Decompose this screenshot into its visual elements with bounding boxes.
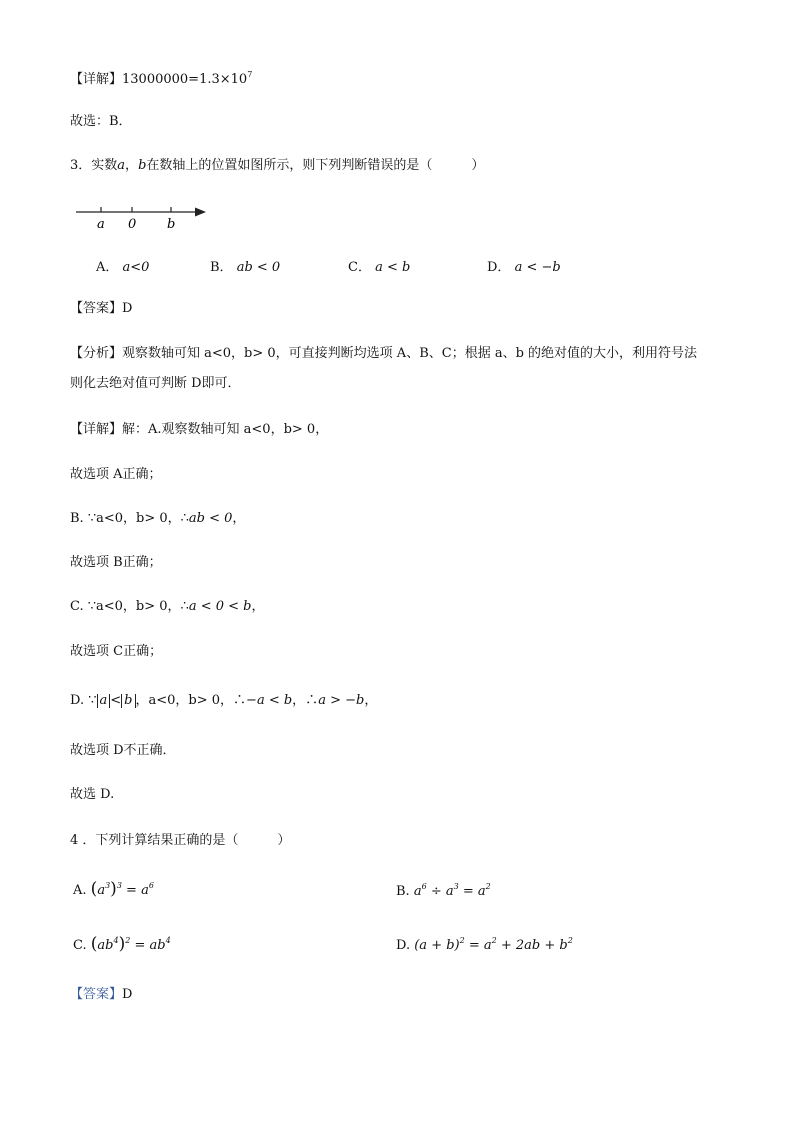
detail-l5-math: a < 0 < b [188,599,252,614]
detail-l3-post: ， [232,511,246,526]
q3-stem-b: 在数轴上的位置如图所示，则下列判断错误的是（ ） [146,158,485,173]
q4-b-op: ÷ a [426,884,454,899]
q3-stem [70,157,484,175]
q4-a-base: a [97,883,106,898]
number-line-arrow [195,208,206,217]
q3-detail-3 [70,510,245,528]
q4-d-e3: 2 [567,936,573,945]
q3-var-b: b [138,158,147,173]
q3-option-a-letter: A． [96,260,119,275]
answer-tag: 【答案】 [70,301,123,316]
detail-l7-mid: ，a<0，b> 0，∴ [135,693,247,708]
label-0: 0 [128,217,137,232]
q4-a-inner-exp: 3 [105,881,111,890]
paren-close: ) [110,879,117,899]
q4-option-b-letter: B. [396,884,410,899]
q4-d-lhs: (a + b) [414,938,460,953]
q3-comma: ， [125,158,139,173]
answer-value: D [122,301,133,316]
paren-open: ( [90,934,98,954]
detail-l5-pre: C. ∵a<0，b> 0，∴ [70,599,189,614]
q3-option-d [487,256,561,275]
q4-c-rhs-exp: 4 [165,936,171,945]
answer-value-q4: D [122,987,133,1002]
abs-a: a [97,694,111,708]
q3-option-b [210,256,280,275]
q4-b-e2: 3 [453,882,459,891]
q4-option-c [73,934,171,954]
q3-option-c-letter: C． [348,260,371,275]
analysis-tag: 【分析】 [70,346,123,361]
q4-option-a-letter: A. [73,883,87,898]
detail-tag-q3: 【详解】 [70,422,123,437]
q4-option-d-letter: D. [396,938,411,953]
q4-b-e1: 6 [421,882,427,891]
q4-d-e2: 2 [491,936,497,945]
q3-option-d-letter: D． [487,260,511,275]
q4-c-base: ab [97,938,114,953]
detail-l7-m2: a > −b [318,693,365,708]
q3-option-c [348,256,410,275]
q3-option-b-expr: ab < 0 [236,260,281,275]
paren-close: ) [118,934,126,954]
q3-detail-7 [70,692,377,710]
q3-option-b-letter: B． [210,260,233,275]
q4-stem: 4 ．下列计算结果正确的是（ ） [70,833,291,848]
q4-b-t1: a [413,884,422,899]
detail-l7-m1: −a < b [246,693,293,708]
q4-option-a [73,879,154,899]
abs-b: b [121,694,135,708]
q4-d-mid2: + 2ab + b [496,938,568,953]
q3-var-a: a [117,158,126,173]
q3-option-c-expr: a < b [375,260,411,275]
q3-analysis-2: 则化去绝对值可判断 D即可． [70,376,241,391]
detail-l3-pre: B. ∵a<0，b> 0，∴ [70,511,189,526]
prev-detail-line [70,66,252,89]
label-a: a [97,217,105,232]
q4-option-d [396,936,573,953]
q3-option-a [96,256,149,275]
prev-detail-text: 13000000=1.3×10 [122,72,248,87]
q3-detail-9: 故选 D. [70,787,115,802]
q4-d-mid: = a [464,938,492,953]
detail-l3-math: ab < 0 [188,511,233,526]
q3-detail-2: 故选项 A正确； [70,467,162,482]
q3-detail-4: 故选项 B正确； [70,555,162,570]
paren-open: ( [90,879,98,899]
q3-analysis-1 [70,345,697,363]
q4-option-b [396,882,491,899]
q4-a-rhs: = a [126,883,149,898]
detail-l1: 解：A.观察数轴可知 a<0，b> 0， [122,422,329,437]
q3-detail-5 [70,598,265,616]
q4-d-e1: 2 [459,936,465,945]
analysis-line1: 观察数轴可知 a<0，b> 0，可直接判断均选项 A、B、C；根据 a、b 的绝对值的大小，利用符号法 [122,346,698,361]
detail-tag: 【详解】 [70,72,123,87]
prev-choose-line: 故选：B． [70,114,132,129]
q3-detail-8: 故选项 D不正确． [70,743,176,758]
detail-l7-post: ， [364,693,378,708]
detail-l7-lt: < [110,693,122,708]
q4-a-outer-exp: 3 [116,881,122,890]
detail-l7-pre: D. ∵ [70,693,97,708]
detail-l7-sep: ，∴ [292,693,319,708]
q4-answer [70,986,132,1004]
q4-b-e3: 2 [485,882,491,891]
detail-l5-post: ， [251,599,265,614]
q4-c-outer-exp: 2 [125,936,131,945]
q3-detail-6: 故选项 C正确； [70,644,163,659]
q4-c-inner-exp: 4 [113,936,119,945]
number-line-figure [74,200,214,236]
q4-b-eq: = a [458,884,486,899]
q3-stem-a: 3．实数 [70,158,118,173]
q3-answer [70,300,132,318]
q4-c-rhs: = ab [134,938,166,953]
prev-detail-exp: 7 [247,70,253,79]
q3-option-d-expr: a < −b [514,260,561,275]
q3-detail-1 [70,421,328,439]
q3-option-a-expr: a<0 [122,260,150,275]
q4-option-c-letter: C. [73,938,87,953]
label-b: b [167,217,176,232]
q4-a-rhs-exp: 6 [148,881,154,890]
answer-tag-q4: 【答案】 [70,987,123,1002]
